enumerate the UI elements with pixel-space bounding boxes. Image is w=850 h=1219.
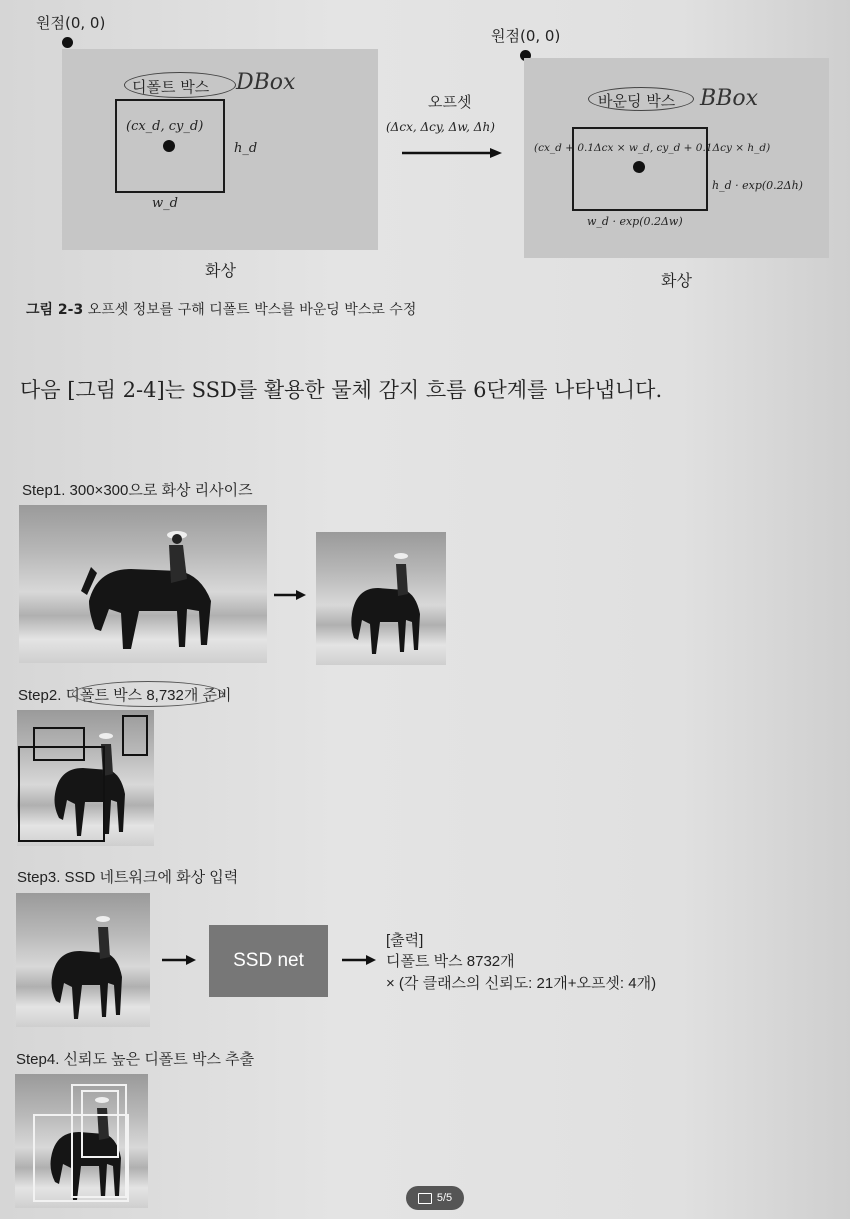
handwritten-dbox: DBox (236, 70, 296, 95)
step2-circle (72, 681, 224, 707)
step2-title: Step2. 디폴트 박스 8,732개 준비 (18, 687, 232, 704)
ssd-output-title: [출력] (386, 932, 424, 949)
step1-original-photo (19, 505, 267, 663)
step1-arrow (272, 588, 308, 602)
page-indicator-text: 5/5 (436, 1192, 453, 1204)
figure-caption-number: 그림 2-3 (26, 302, 84, 318)
figure-caption-text: 오프셋 정보를 구해 디폴트 박스를 바운딩 박스로 수정 (87, 302, 417, 318)
step2-photo (17, 710, 154, 846)
step1-title: Step1. 300×300으로 화상 리사이즈 (22, 482, 253, 499)
body-paragraph: 다음 [그림 2-4]는 SSD를 활용한 물체 감지 흐름 6단계를 나타냅니다. (20, 378, 663, 402)
left-origin-dot (62, 37, 73, 48)
step3-arrow-out (340, 953, 378, 967)
bounding-box-center: (cx_d + 0.1Δcx × w_d, cy_d + 0.1Δcy × h_d) (534, 142, 771, 154)
right-origin-label: 원점(0, 0) (491, 27, 561, 45)
bounding-box-height: h_d · exp(0.2Δh) (712, 179, 803, 192)
step3-arrow-in (160, 953, 198, 967)
image-icon (418, 1193, 432, 1204)
bounding-box-width: w_d · exp(0.2Δw) (587, 215, 683, 228)
default-box-sample (122, 715, 148, 756)
offset-title: 오프셋 (428, 93, 472, 111)
right-image-label: 화상 (661, 271, 692, 290)
step3-photo (16, 893, 150, 1027)
default-box-label: 디폴트 박스 (132, 78, 210, 96)
offset-arrow (400, 145, 504, 161)
step4-photo (15, 1074, 148, 1208)
offset-params: (Δcx, Δcy, Δw, Δh) (386, 120, 495, 134)
ssd-output-line2: × (각 클래스의 신뢰도: 21개+오프셋: 4개) (386, 975, 657, 992)
bounding-box-center-dot (633, 161, 645, 173)
page-indicator[interactable] (406, 1186, 464, 1210)
step3-title: Step3. SSD 네트워크에 화상 입력 (17, 869, 239, 886)
left-image-label: 화상 (205, 261, 236, 280)
default-box-center-dot (163, 140, 175, 152)
left-origin-label: 원점(0, 0) (36, 14, 106, 32)
ssd-net-block: SSD net (209, 925, 328, 997)
default-box-center: (cx_d, cy_d) (126, 119, 204, 134)
bounding-box-label: 바운딩 박스 (598, 92, 676, 110)
step4-title: Step4. 신뢰도 높은 디폴트 박스 추출 (16, 1051, 255, 1068)
default-box-circle (124, 72, 236, 98)
default-box-width: w_d (152, 196, 178, 211)
default-box-sample (18, 746, 105, 842)
figure-caption (26, 299, 416, 319)
default-box-height: h_d (234, 141, 258, 156)
bounding-box-circle (588, 87, 694, 111)
detected-box (33, 1114, 129, 1202)
ssd-output-line1: 디폴트 박스 8732개 (386, 953, 515, 970)
step1-resized-photo (316, 532, 446, 665)
handwritten-bbox: BBox (700, 86, 758, 111)
